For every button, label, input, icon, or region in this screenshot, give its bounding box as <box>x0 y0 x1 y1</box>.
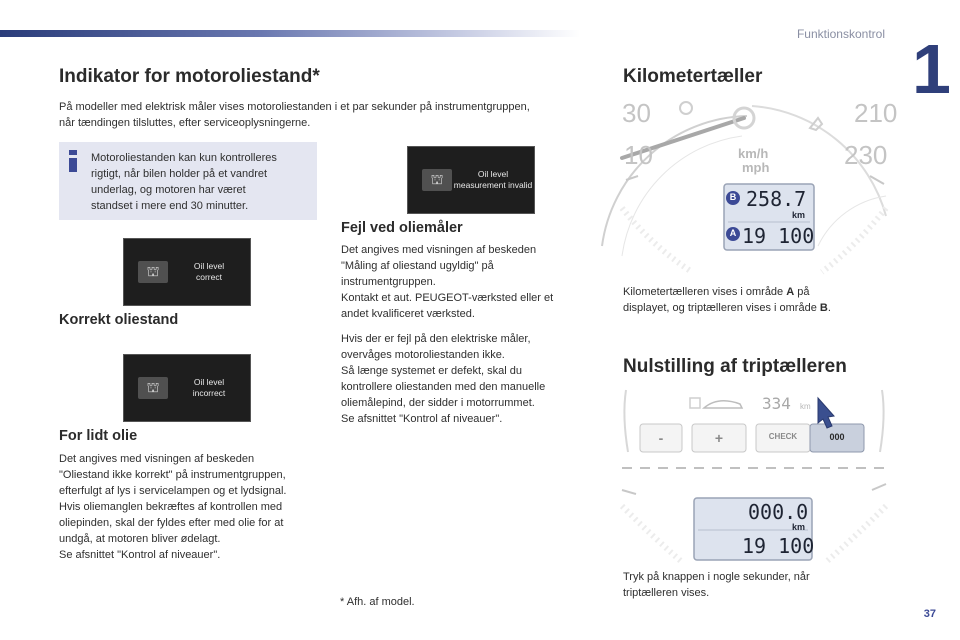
speed-unit-kmh: km/h <box>738 146 769 161</box>
odometer-illustration <box>622 96 898 276</box>
strip-trip-unit: km <box>800 402 811 411</box>
chapter-number: 1 <box>912 30 951 108</box>
info-icon <box>69 150 77 172</box>
dial-number-left-bottom: 10 <box>624 140 653 170</box>
lcd-unit: km <box>792 210 806 220</box>
header-bar <box>0 30 580 37</box>
trip-reset-caption: Tryk på knappen i nogle sekunder, når triptælleren vises. <box>623 571 810 599</box>
footnote: * Afh. af model. <box>340 596 415 608</box>
gauge-fault-title: Fejl ved oliemåler <box>341 220 463 236</box>
minus-button[interactable]: - <box>658 430 664 446</box>
lcd-trip-value: 258.7 <box>746 187 807 211</box>
check-button[interactable]: CHECK <box>768 432 798 441</box>
trip-reset-illustration <box>622 386 886 562</box>
display-oil-invalid: ⛫ Oil level measurement invalid <box>407 146 535 214</box>
oil-can-icon: ⛫ <box>138 377 168 399</box>
trip-reset-title: Nulstilling af triptælleren <box>623 356 847 377</box>
lcd-label-b: B <box>729 192 737 202</box>
info-text: Motoroliestanden kan kun kontrolleres rigtigt, når bilen holder på et vandret underlag, og motoren har været standset i mere end 30 minutter. <box>91 152 277 212</box>
strip-trip-value: 334 <box>762 394 791 413</box>
low-oil-title: For lidt olie <box>59 428 138 444</box>
dial-number-right-bottom: 230 <box>844 140 888 170</box>
dial-number-right-top: 210 <box>854 98 898 128</box>
oil-can-icon: ⛫ <box>422 169 452 191</box>
dial-number-left-top: 30 <box>622 98 651 128</box>
page-number: 37 <box>923 608 936 620</box>
oil-can-icon: ⛫ <box>138 261 168 283</box>
oil-indicator-intro: På modeller med elektrisk måler vises motoroliestanden i et par sekunder på instrumentgruppen, når tændingen tilsluttes, efter serviceoplysningerne. <box>59 101 530 129</box>
reset-lcd-unit: km <box>792 522 806 532</box>
section-name: Funktionskontrol <box>796 27 885 41</box>
reset-lcd-trip-value: 000.0 <box>748 500 809 524</box>
low-oil-text: Det angives med visningen af beskeden "Oliestand ikke korrekt" på instrumentgruppen, efterfulgt af lys i servicelampen og et lydsignal. Hvis oliemanglen bekræftes af kontrollen med oliepinden, skal der fyldes efter med olie for at undgå, at motoren bliver ødelagt. Se afsnittet "Kontrol af niveauer". <box>59 453 287 561</box>
info-box <box>59 142 317 220</box>
plus-button[interactable]: + <box>714 430 724 446</box>
display-oil-incorrect: ⛫ Oil level incorrect <box>123 354 251 422</box>
reset-lcd-total-value: 19 100 <box>742 534 815 558</box>
gauge-fault-text: Det angives med visningen af beskeden "Måling af oliestand ugyldig" på instrumentgruppen. Kontakt et aut. PEUGEOT-værksted eller et andet kvalificeret værksted. Hvis der er fejl på den elektriske måler, overvåges motoroliestanden ikke. Så længe systemet er defekt, skal du kontrollere oliestanden med den manuelle oliemålepind, der sidder i motorrummet. Se afsnittet "Kontrol af niveauer". <box>341 244 554 425</box>
odometer-title: Kilometertæller <box>623 66 763 87</box>
instrument-cluster-drawing <box>622 96 886 276</box>
reset-000-button[interactable]: 000 <box>829 432 845 442</box>
display-oil-correct: ⛫ Oil level correct <box>123 238 251 306</box>
correct-level-title: Korrekt oliestand <box>59 312 179 328</box>
lcd-label-a: A <box>729 228 737 238</box>
odometer-caption: Kilometertælleren vises i område A på displayet, og triptælleren vises i område B. <box>623 286 831 314</box>
speed-unit-mph: mph <box>742 160 770 175</box>
oil-indicator-title: Indikator for motoroliestand* <box>59 66 320 87</box>
lcd-total-value: 19 100 <box>742 224 815 248</box>
